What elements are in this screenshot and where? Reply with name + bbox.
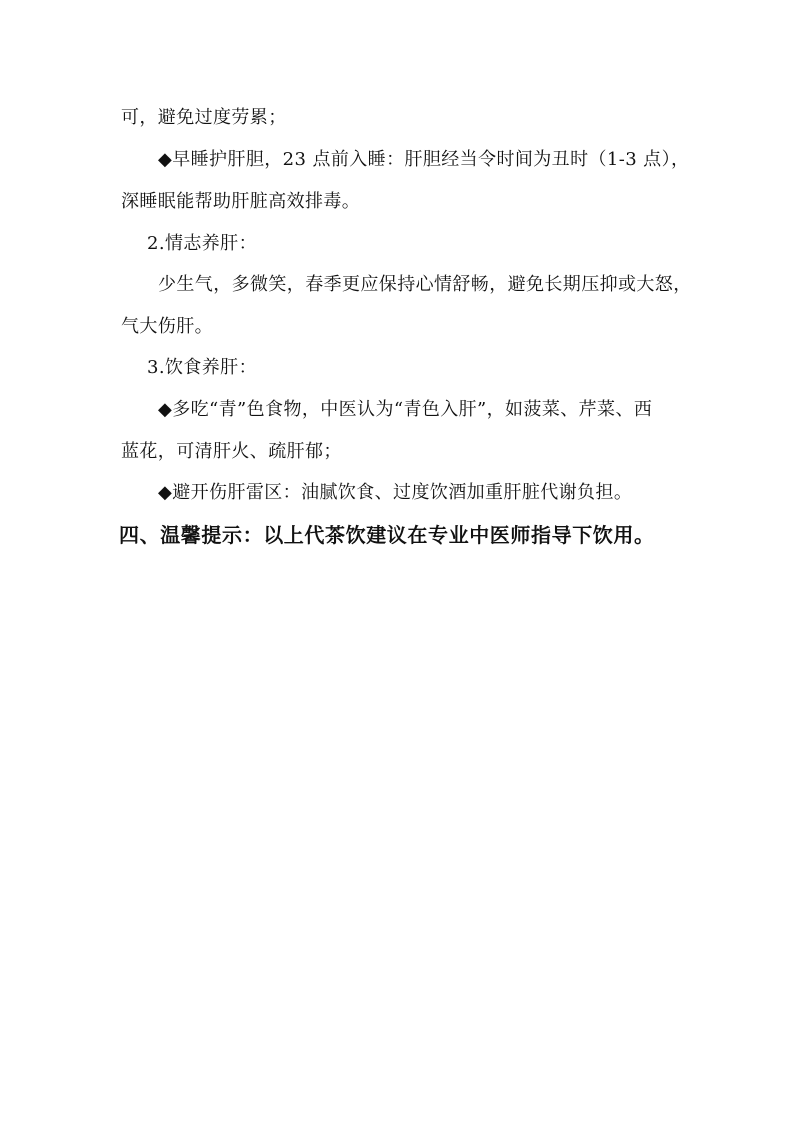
bullet-green-food-line2: 蓝花，可清肝火、疏肝郁； bbox=[121, 441, 342, 462]
paragraph-continuation: 可，避免过度劳累； bbox=[121, 107, 287, 128]
bullet-avoid-harm: ◆避开伤肝雷区：油腻饮食、过度饮酒加重肝脏代谢负担。 bbox=[158, 482, 633, 503]
section-emotion-title: 2.情志养肝： bbox=[147, 233, 257, 254]
bullet-early-sleep-line2: 深睡眠能帮助肝脏高效排毒。 bbox=[121, 191, 361, 212]
section-diet-title: 3.饮食养肝： bbox=[147, 357, 257, 378]
bullet-early-sleep-line1: ◆早睡护肝胆，23 点前入睡：肝胆经当令时间为丑时（1-3 点）， bbox=[158, 149, 690, 170]
emotion-paragraph-line1: 少生气，多微笑，春季更应保持心情舒畅，避免长期压抑或大怒， bbox=[158, 274, 692, 295]
section-four-heading: 四、温馨提示：以上代茶饮建议在专业中医师指导下饮用。 bbox=[119, 523, 655, 547]
bullet-green-food-line1: ◆多吃“青”色食物，中医认为“青色入肝”，如菠菜、芹菜、西 bbox=[158, 399, 653, 420]
emotion-paragraph-line2: 气大伤肝。 bbox=[121, 316, 213, 337]
